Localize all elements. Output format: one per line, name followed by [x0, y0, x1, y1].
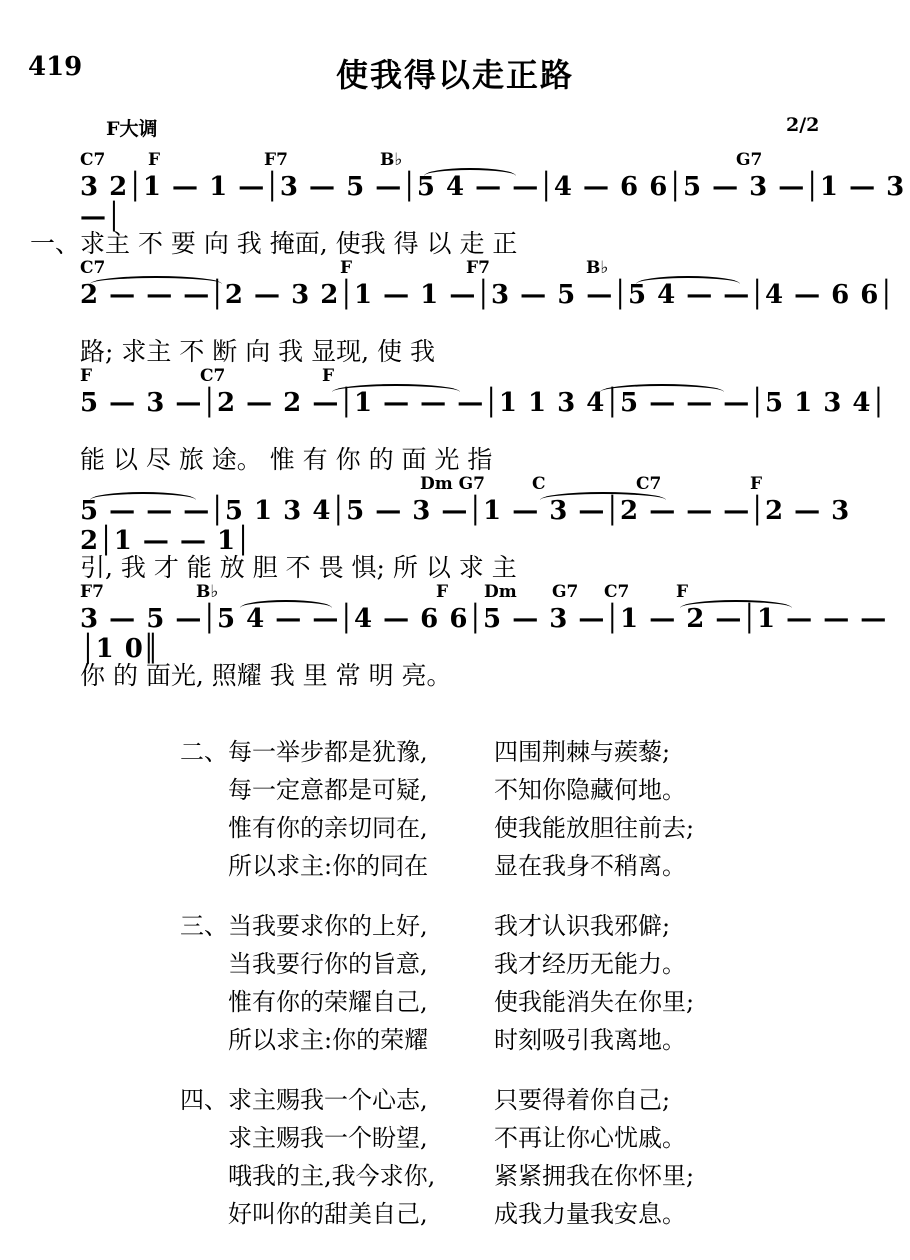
time-signature: 2/2: [786, 114, 820, 136]
notation-line: 2 — — —│2 — 3 2│1 — 1 —│3 — 5 —│5 4 — —│4 — 6 6│: [80, 280, 895, 310]
chord-label: C7: [200, 366, 226, 386]
chord-label: F: [436, 582, 449, 602]
chord-label: C7: [636, 474, 662, 494]
verse-text: 四围荆棘与蒺藜;: [494, 738, 671, 766]
verse-text: 惟有你的亲切同在,: [228, 814, 428, 842]
chord-label: F: [80, 366, 93, 386]
lyrics-line: 路; 求主 不 断 向 我 显现, 使 我: [80, 337, 435, 366]
chord-label: C7: [80, 258, 106, 278]
verse-text: 所以求主:你的荣耀: [228, 1026, 429, 1054]
verse-text: 显在我身不稍离。: [494, 852, 686, 880]
chord-label: Dm G7: [420, 474, 485, 494]
verse-text: 时刻吸引我离地。: [494, 1026, 686, 1054]
verse-text: 不知你隐藏何地。: [494, 776, 686, 804]
notation-line: 5 — — —│5 1 3 4│5 — 3 —│1 — 3 —│2 — — —│2 — 3 2│1 — — 1│: [80, 496, 850, 556]
chord-label: F7: [264, 150, 288, 170]
verse-text: 所以求主:你的同在: [228, 852, 429, 880]
chord-label: G7: [552, 582, 579, 602]
verse-text: 惟有你的荣耀自己,: [228, 988, 428, 1016]
chord-label: C7: [604, 582, 630, 602]
verse-text: 使我能放胆往前去;: [494, 814, 695, 842]
chord-label: F: [322, 366, 335, 386]
verse-text: 三、当我要求你的上好,: [180, 912, 428, 940]
chord-label: F: [340, 258, 353, 278]
verse-text: 求主赐我一个盼望,: [228, 1124, 428, 1152]
notation-line: 3 2│1 — 1 —│3 — 5 —│5 4 — —│4 — 6 6│5 — 3 —│1 — 3 —│: [80, 172, 905, 232]
chord-label: B♭: [380, 150, 403, 170]
verse-text: 使我能消失在你里;: [494, 988, 695, 1016]
chord-label: C7: [80, 150, 106, 170]
lyrics-line: 你 的 面光, 照耀 我 里 常 明 亮。: [80, 661, 452, 690]
chord-label: F: [148, 150, 161, 170]
verse-text: 四、求主赐我一个心志,: [180, 1086, 428, 1114]
verse-text: 好叫你的甜美自己,: [228, 1200, 428, 1228]
score-line-1: [0, 150, 910, 260]
chord-label: B♭: [196, 582, 219, 602]
verse-4: [0, 1080, 910, 1232]
chord-label: F: [750, 474, 763, 494]
chord-label: C: [532, 474, 546, 494]
verse-text: 哦我的主,我今求你,: [228, 1162, 436, 1190]
verse-text: 只要得着你自己;: [494, 1086, 671, 1114]
hymn-title: 使我得以走正路: [335, 56, 574, 94]
verse-3: [0, 906, 910, 1058]
verse-text: 二、每一举步都是犹豫,: [180, 738, 428, 766]
key-signature: F大调: [106, 118, 158, 140]
score-line-5: [0, 582, 910, 692]
verse-text: 我才经历无能力。: [494, 950, 686, 978]
chord-label: F7: [80, 582, 104, 602]
verse-text: 当我要行你的旨意,: [228, 950, 428, 978]
verse-text: 紧紧拥我在你怀里;: [494, 1162, 695, 1190]
chord-label: F: [676, 582, 689, 602]
verse-text: 我才认识我邪僻;: [494, 912, 671, 940]
verse-2: [0, 732, 910, 884]
chord-label: B♭: [586, 258, 609, 278]
lyrics-line: 引, 我 才 能 放 胆 不 畏 惧; 所 以 求 主: [80, 553, 517, 582]
lyrics-line: 一、求主 不 要 向 我 掩面, 使我 得 以 走 正: [30, 229, 518, 258]
lyrics-line: 能 以 尽 旅 途。 惟 有 你 的 面 光 指: [80, 445, 493, 474]
verse-text: 不再让你心忧戚。: [494, 1124, 686, 1152]
score-line-3: [0, 366, 910, 476]
verse-text: 成我力量我安息。: [494, 1200, 686, 1228]
hymn-number: 419: [28, 52, 83, 82]
score-line-2: [0, 258, 910, 368]
notation-line: 3 — 5 —│5 4 — —│4 — 6 6│5 — 3 —│1 — 2 —│1 — — —│1 0║: [80, 604, 887, 664]
chord-label: G7: [736, 150, 763, 170]
chord-label: Dm: [484, 582, 517, 602]
chord-label: F7: [466, 258, 490, 278]
verse-text: 每一定意都是可疑,: [228, 776, 428, 804]
notation-line: 5 — 3 —│2 — 2 —│1 — — —│1 1 3 4│5 — — —│5 1 3 4│: [80, 388, 887, 418]
score-line-4: [0, 474, 910, 584]
